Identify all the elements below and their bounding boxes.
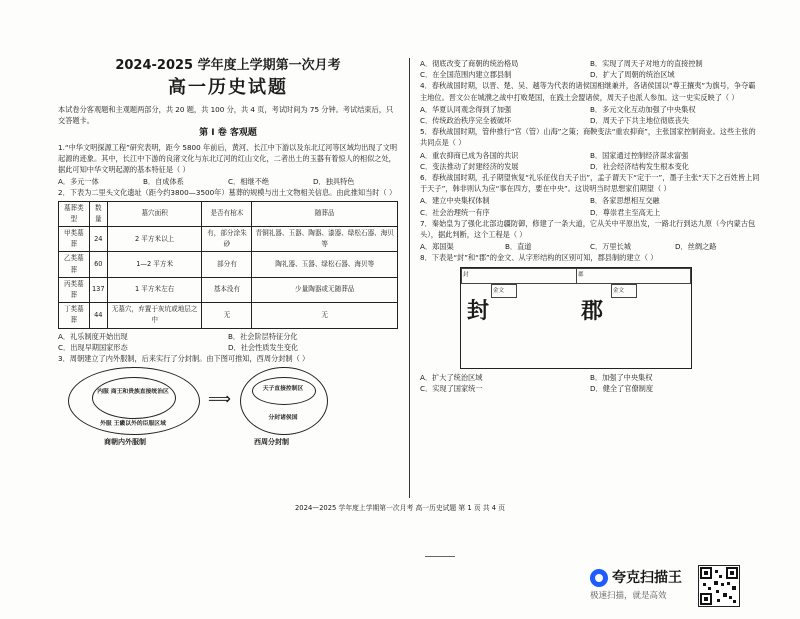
- left-column: [58, 58, 398, 453]
- qr-code-icon: [698, 565, 740, 607]
- option: B．社会阶层特征分化: [228, 331, 298, 341]
- quark-logo-icon: [590, 569, 608, 587]
- table-cell: 甲类墓葬: [59, 227, 90, 252]
- q3-options: [420, 58, 760, 80]
- table-row: [59, 227, 398, 252]
- table-cell: 青铜礼器、玉器、陶器、漆器、绿松石器、海贝等: [252, 227, 398, 252]
- option: A．建立中央集权体制: [420, 196, 490, 206]
- exam-title: 2024-2025 学年度上学期第一次月考: [115, 58, 341, 73]
- fief-diagram: [58, 367, 398, 453]
- page-footer: 2024—2025 学年度上学期第一次月考 高一历史试题 第 1 页 共 4 页: [294, 504, 506, 512]
- table-cell: 丁类墓葬: [59, 303, 90, 328]
- option: D．健全了官僚制度: [590, 383, 654, 393]
- option: C．相继不绝: [228, 177, 269, 187]
- option: C．出现早期国家形态: [58, 342, 128, 352]
- cell-label: 封: [461, 268, 577, 284]
- option: C．变法推动了封建经济的发展: [420, 161, 519, 171]
- table-cell: 44: [89, 303, 107, 328]
- shang-caption: 商朝内外服制: [104, 438, 146, 447]
- watermark-name: 夸克扫描王: [612, 570, 682, 586]
- arrow-icon: ⟹: [208, 389, 231, 409]
- q4-stem: 4．春秋战国时期，以晋、楚、吴、越等为代表的诸侯国相继兼并，各诸侯国以“尊王攘夷”为旗号，争夺霸主地位。晋文公在城濮之战中打败楚国，在践土会盟诸侯，周天子也派人参加。这一史实反映了（ ）: [420, 81, 756, 102]
- option: D．社会经济结构发生根本变化: [590, 161, 689, 171]
- option: D．独具特色: [313, 177, 355, 187]
- table-cell: 1 平方米左右: [107, 277, 202, 302]
- table-cell: 少量陶器或无随葬品: [252, 277, 398, 302]
- table-cell: 无墓穴，弃置于灰坑或地层之中: [107, 303, 202, 328]
- option: B．国家通过控制经济谋求富强: [590, 150, 689, 160]
- table-cell: 1—2 平方米: [107, 252, 202, 277]
- table-row: [59, 252, 398, 277]
- option: C．社会治理统一有序: [420, 207, 490, 217]
- table-header: 墓穴面积: [107, 201, 202, 226]
- q3-stem: 3．周朝建立了内外服制，后来实行了分封制。由下图可推知，西周分封制（ ）: [58, 354, 310, 364]
- section-heading: 第 Ⅰ 卷 客观题: [199, 128, 257, 139]
- table-row: [59, 303, 398, 328]
- q6-stem: 6．春秋战国时期，孔子期望恢复“礼乐征伐自天子出”，孟子谓天下“定于一”，墨子主张“天下之百姓皆上同于天子”，韩非则认为应“事在四方，要在中央”。这说明当时思想家们期望（ ）: [420, 173, 760, 194]
- option: C．万里长城: [590, 242, 631, 252]
- table-cell: 24: [89, 227, 107, 252]
- option: A．郑国渠: [420, 242, 454, 252]
- option: A．多元一体: [58, 177, 99, 187]
- option: B．自成体系: [143, 177, 184, 187]
- option: A．扩大了统治区域: [420, 372, 483, 382]
- inscription-table: [460, 267, 692, 369]
- table-cell: 乙类墓葬: [59, 252, 90, 277]
- q5-stem: 5．春秋战国时期，管仲推行“官（管）山海”之策；商鞅变法“重农抑商”，主张国家控制商业。这些主张的共同点是（ ）: [420, 127, 756, 148]
- table-cell: 丙类墓葬: [59, 277, 90, 302]
- option: A．华夏认同观念得到了加强: [420, 104, 512, 114]
- table-header: 数量: [89, 201, 107, 226]
- watermark-slogan: 极速扫描，就是高效: [590, 591, 667, 601]
- table-cell: 2 平方米以上: [107, 227, 202, 252]
- bronze-glyph-jun: 郡: [581, 297, 604, 324]
- option: B．加强了中央集权: [590, 372, 653, 382]
- option: C．实现了国家统一: [420, 383, 483, 393]
- zhou-inner-label: 天子直接控制区: [262, 386, 304, 393]
- q8-stem: 8．下表是“封”和“郡”的金文、从字形结构的区别可知，郡县制的建立（ ）: [420, 253, 658, 263]
- subject-title: 高一历史试题: [168, 77, 288, 98]
- cell-label: 金文: [611, 284, 637, 298]
- table-header: 是否有棺木: [202, 201, 252, 226]
- option: D．丝绸之路: [675, 242, 717, 252]
- table-header: 随葬品: [252, 201, 398, 226]
- option: B．各家思想相互交融: [590, 196, 660, 206]
- exam-instructions: 本试卷分客观题和主观题两部分，共 20 题，共 100 分，共 4 页，考试时间为 75 分钟。考试结束后，只交答题卡。: [58, 105, 394, 126]
- option: D．社会性质发生变化: [228, 342, 299, 352]
- column-divider: [409, 58, 410, 498]
- tomb-table: [58, 201, 398, 329]
- table-row: [59, 277, 398, 302]
- table-header: 墓葬类型: [59, 201, 90, 226]
- shang-outer-label: 外服 王畿以外的臣服区域: [100, 421, 166, 428]
- option: A．礼乐制度开始出现: [58, 331, 128, 341]
- option: D．尊崇君主至高无上: [590, 207, 661, 217]
- table-cell: 部分有: [202, 252, 252, 277]
- divider-line: [425, 556, 455, 557]
- cell-label: 郡: [576, 268, 691, 284]
- table-cell: 有，部分涂朱砂: [202, 227, 252, 252]
- table-cell: 137: [89, 277, 107, 302]
- table-cell: 无: [252, 303, 398, 328]
- q1-stem: 1.“中华文明探源工程”研究表明，距今 5800 年前后，黄河、长江中下游以及东北辽河等区域均出现了文明起源的迹象。其中，长江中下游的良渚文化与东北辽河的红山文化，二者出土的玉器有着惊人的相似之处，据此可知中华文明起源的基本特征是（ ）: [58, 142, 398, 175]
- option: A．彻底改变了商朝的统治格局: [420, 59, 519, 68]
- option: C．在全国范围内建立郡县制: [420, 70, 512, 80]
- zhou-caption: 西周分封制: [254, 438, 289, 447]
- q7-options: [420, 241, 760, 252]
- option: A．重农抑商已成为各国的共识: [420, 150, 519, 160]
- option: B．多元文化互动加强了中央集权: [590, 104, 696, 114]
- q1-options: [58, 176, 398, 187]
- option: C．传统政治秩序完全被破坏: [420, 116, 512, 126]
- q6-options: [420, 195, 760, 217]
- shang-inner-label: 内服 商王和贵族直接统治区: [97, 389, 169, 396]
- option: B．直道: [505, 242, 532, 252]
- option: D．周天子下共主地位彻底丧失: [590, 116, 689, 126]
- q5-options: [420, 150, 760, 172]
- q2-stem: 2．下表为二里头文化遗址（距今约3800—3500年）墓葬的规模与出土文物相关信息。由此推知当时（ ）: [58, 188, 397, 198]
- q8-options: [420, 372, 760, 394]
- right-column: [420, 58, 760, 394]
- q7-stem: 7．秦始皇为了强化北部边疆防御，修建了一条大道，它从关中平原出发，一路北行到达九原（今内蒙古包头），据此判断，这个工程是（ ）: [420, 218, 756, 240]
- table-cell: 60: [89, 252, 107, 277]
- zhou-outer-label: 分封诸侯国: [268, 415, 298, 422]
- bronze-glyph-feng: 封: [467, 297, 490, 324]
- q2-options: [58, 331, 398, 353]
- option: B．实现了周天子对地方的直接控制: [590, 59, 703, 68]
- cell-label: 金文: [491, 284, 517, 298]
- table-cell: 陶礼器、玉器、绿松石器、海贝等: [252, 252, 398, 277]
- option: D．扩大了周朝的统治区域: [590, 70, 675, 80]
- table-cell: 无: [202, 303, 252, 328]
- table-cell: 基本没有: [202, 277, 252, 302]
- q4-options: [420, 104, 760, 126]
